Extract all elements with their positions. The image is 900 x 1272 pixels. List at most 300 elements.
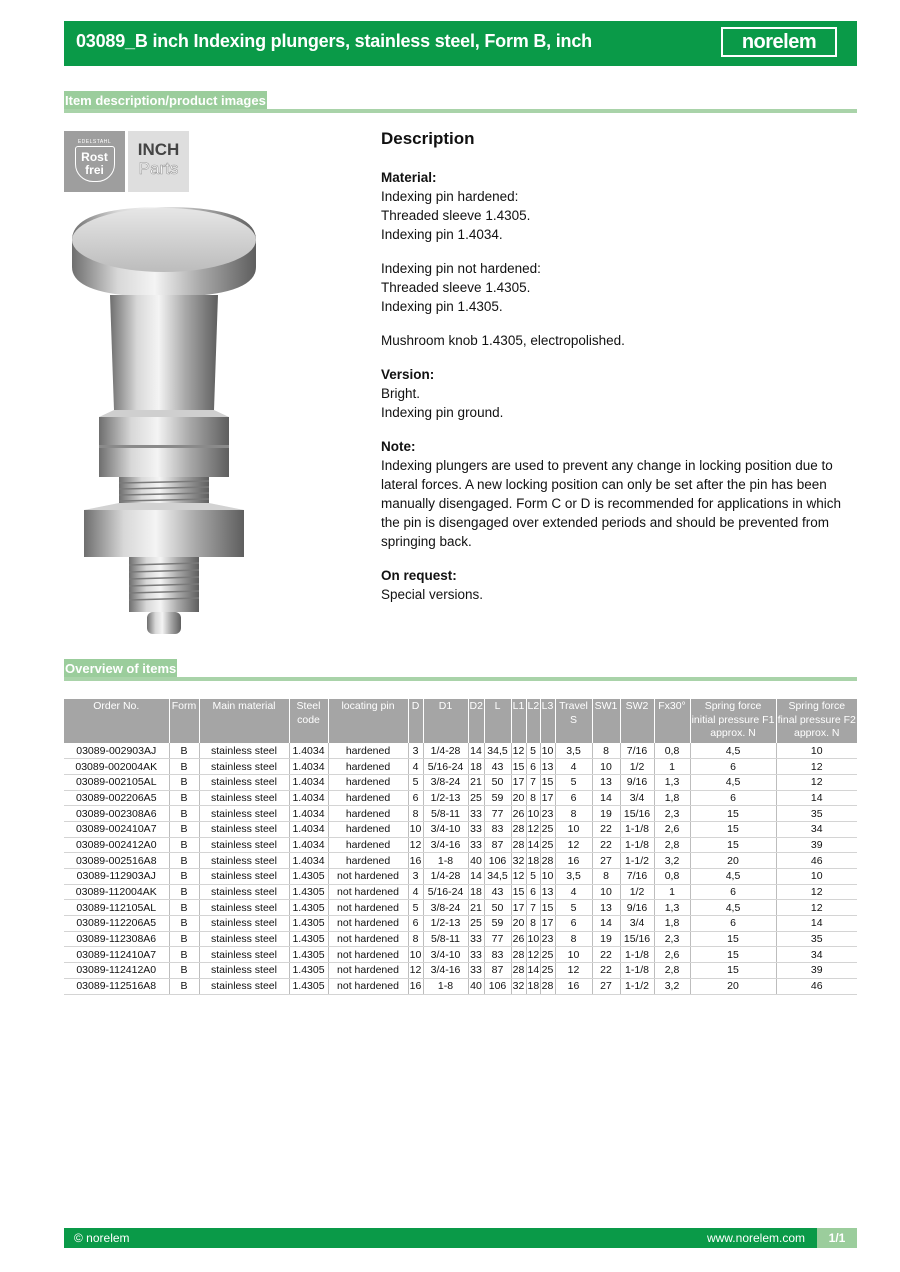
table-cell: 5/8-11 [423, 931, 468, 947]
table-cell: 28 [512, 823, 525, 836]
table-cell: 2,8 [654, 837, 690, 853]
table-cell: 3/4-16 [423, 837, 468, 853]
badge-frei-text: frei [85, 163, 104, 177]
table-cell: 35 [776, 806, 857, 822]
table-cell: 33 [468, 931, 484, 947]
table-cell: 1-8 [423, 978, 468, 994]
table-cell: 6 [408, 916, 423, 932]
table-cell: 5 [408, 774, 423, 790]
table-cell: 17 [512, 901, 525, 914]
table-cell: 3/4-16 [423, 963, 468, 979]
table-cell: 12 [555, 963, 592, 979]
table-cell: 15 [541, 776, 554, 789]
table-cell: B [169, 978, 199, 994]
table-cell: 3,2 [654, 978, 690, 994]
table-cell: 2,3 [654, 806, 690, 822]
table-cell: B [169, 790, 199, 806]
version-block [381, 365, 851, 422]
table-cell: not hardened [328, 978, 408, 994]
table-cell: 18 [527, 854, 540, 867]
table-cell: stainless steel [199, 806, 289, 822]
table-cell: 1.4305 [289, 978, 328, 994]
table-cell: 4,5 [690, 900, 776, 916]
table-cell: hardened [328, 743, 408, 759]
table-cell: 1-1/2 [620, 978, 654, 994]
column-header: Fx30° [654, 699, 690, 743]
table-cell: stainless steel [199, 774, 289, 790]
table-cell: 33 [468, 821, 484, 837]
table-cell: 5 [555, 900, 592, 916]
table-cell: 03089-112410A7 [64, 947, 169, 963]
table-cell: 20 [512, 917, 525, 930]
table-cell: 22 [592, 837, 620, 853]
footer-copyright: © norelem [74, 1231, 130, 1245]
table-cell: stainless steel [199, 900, 289, 916]
table-cell: 1 [654, 884, 690, 900]
table-cell: 12 [527, 823, 540, 836]
table-cell: 03089-112516A8 [64, 978, 169, 994]
request-block [381, 566, 851, 604]
table-cell: 14 [468, 869, 484, 885]
table-cell: 12 [776, 759, 857, 775]
column-header: Order No. [64, 699, 169, 743]
material2-block [381, 259, 851, 316]
table-cell: not hardened [328, 916, 408, 932]
material-line: Indexing pin 1.4034. [381, 227, 503, 242]
table-cell: B [169, 774, 199, 790]
table-cell: 10 [409, 823, 422, 836]
table-cell: stainless steel [199, 743, 289, 759]
table-cell: 3/4 [620, 916, 654, 932]
table-cell: 10 [540, 743, 555, 759]
items-table-header [64, 699, 857, 743]
table-cell: 3/8-24 [423, 774, 468, 790]
section-label: Overview of items [64, 659, 177, 679]
table-cell: 8 [526, 916, 540, 932]
table-cell: 1/2 [620, 759, 654, 775]
table-cell: 12 [409, 964, 422, 977]
table-cell: 34,5 [484, 743, 511, 759]
column-header: locating pin [328, 699, 408, 743]
table-cell: 18 [468, 884, 484, 900]
table-cell: stainless steel [199, 978, 289, 994]
table-cell: 25 [468, 916, 484, 932]
table-cell: 26 [512, 807, 525, 820]
table-row [64, 759, 857, 775]
table-cell: 03089-002412A0 [64, 837, 169, 853]
table-cell: 5 [408, 900, 423, 916]
section-rule [64, 109, 857, 113]
version-line: Indexing pin ground. [381, 405, 504, 420]
table-cell: 20 [690, 853, 776, 869]
table-cell: 106 [484, 978, 511, 994]
badge-parts-text: Parts [138, 159, 179, 178]
table-cell: 14 [776, 916, 857, 932]
knob-text: Mushroom knob 1.4305, electropolished. [381, 333, 625, 348]
table-cell: stainless steel [199, 853, 289, 869]
table-cell: not hardened [328, 947, 408, 963]
table-cell: 3/4-10 [423, 821, 468, 837]
table-cell: 27 [592, 978, 620, 994]
table-cell: 28 [512, 964, 525, 977]
table-row [64, 806, 857, 822]
column-header: D1 [423, 699, 468, 743]
table-cell: 1 [654, 759, 690, 775]
note-heading: Note: [381, 439, 416, 454]
table-cell: B [169, 963, 199, 979]
table-cell: stainless steel [199, 869, 289, 885]
table-cell: 8 [408, 806, 423, 822]
table-cell: 3/8-24 [423, 900, 468, 916]
table-cell: 43 [484, 884, 511, 900]
table-cell: stainless steel [199, 837, 289, 853]
table-cell: 26 [512, 933, 525, 946]
page-header [64, 21, 857, 66]
table-cell: 15 [690, 837, 776, 853]
table-cell: 10 [555, 947, 592, 963]
table-cell: 10 [409, 948, 422, 961]
section-label: Item description/product images [64, 91, 267, 111]
table-cell: 12 [527, 948, 540, 961]
table-cell: 1,3 [654, 774, 690, 790]
badge-small-text: EDELSTAHL [77, 139, 112, 145]
table-cell: 1/4-28 [423, 869, 468, 885]
table-cell: 28 [541, 980, 554, 993]
table-cell: 46 [776, 978, 857, 994]
table-cell: 16 [409, 854, 422, 867]
table-cell: 33 [468, 947, 484, 963]
table-cell: 87 [484, 963, 511, 979]
table-cell: 03089-002004AK [64, 759, 169, 775]
table-cell: 3 [408, 743, 423, 759]
column-header: Spring force final pressure F2 approx. N [776, 699, 857, 743]
table-cell: 25 [541, 964, 554, 977]
page-footer [64, 1228, 857, 1248]
table-cell: 12 [555, 837, 592, 853]
version-line: Bright. [381, 386, 421, 401]
table-cell: 20 [690, 978, 776, 994]
table-cell: 15 [690, 963, 776, 979]
description-block [381, 128, 851, 619]
inch-parts-badge [128, 131, 189, 192]
table-cell: 4 [408, 884, 423, 900]
table-cell: 10 [527, 807, 540, 820]
table-cell: 28 [512, 838, 525, 851]
table-cell: 25 [541, 838, 554, 851]
table-cell: 1.4305 [289, 869, 328, 885]
table-cell: 13 [592, 900, 620, 916]
table-cell: 14 [592, 790, 620, 806]
table-cell: B [169, 853, 199, 869]
page-number: 1/1 [817, 1228, 857, 1248]
table-cell: 6 [555, 790, 592, 806]
table-cell: B [169, 821, 199, 837]
table-cell: 15/16 [620, 806, 654, 822]
material-line: Indexing pin 1.4305. [381, 299, 503, 314]
table-cell: B [169, 759, 199, 775]
table-cell: 32 [512, 854, 525, 867]
table-cell: 16 [555, 978, 592, 994]
table-cell: 1.4305 [289, 900, 328, 916]
table-cell: 4 [555, 759, 592, 775]
table-cell: 15/16 [620, 931, 654, 947]
table-cell: 9/16 [620, 774, 654, 790]
table-cell: 15 [690, 931, 776, 947]
table-cell: 39 [776, 837, 857, 853]
footer-url[interactable]: www.norelem.com [706, 1231, 805, 1245]
table-cell: 33 [468, 806, 484, 822]
material-line: Indexing pin hardened: [381, 189, 519, 204]
table-cell: not hardened [328, 963, 408, 979]
table-cell: 35 [776, 931, 857, 947]
table-cell: not hardened [328, 869, 408, 885]
table-cell: 2,8 [654, 963, 690, 979]
table-cell: 16 [409, 980, 422, 993]
table-cell: 25 [541, 823, 554, 836]
norelem-logo[interactable]: norelem [721, 27, 837, 57]
table-cell: 15 [512, 886, 525, 899]
table-cell: 1.4305 [289, 947, 328, 963]
badge-inch-text: INCH [137, 140, 180, 159]
table-cell: 7 [526, 774, 540, 790]
table-cell: 8 [555, 806, 592, 822]
table-cell: 83 [484, 821, 511, 837]
table-cell: 28 [541, 854, 554, 867]
table-cell: 22 [592, 821, 620, 837]
table-cell: 2,6 [654, 821, 690, 837]
table-cell: 1.4034 [289, 806, 328, 822]
table-cell: 33 [468, 963, 484, 979]
column-header: L3 [540, 699, 555, 743]
note-block [381, 437, 851, 551]
table-cell: hardened [328, 837, 408, 853]
table-cell: 10 [592, 759, 620, 775]
column-header: D2 [468, 699, 484, 743]
table-cell: 83 [484, 947, 511, 963]
table-cell: B [169, 806, 199, 822]
table-cell: 6 [690, 790, 776, 806]
table-cell: 03089-002308A6 [64, 806, 169, 822]
section-bar-description [64, 91, 857, 113]
page-title: 03089_B inch Indexing plungers, stainless steel, Form B, inch [76, 31, 592, 51]
table-cell: 12 [776, 774, 857, 790]
table-cell: 1,8 [654, 790, 690, 806]
table-cell: 46 [776, 853, 857, 869]
table-cell: 8 [592, 743, 620, 759]
table-cell: 03089-002516A8 [64, 853, 169, 869]
table-cell: 19 [592, 806, 620, 822]
table-cell: 1-1/8 [620, 947, 654, 963]
table-cell: 12 [776, 884, 857, 900]
items-table-body [64, 743, 857, 994]
material-heading: Material: [381, 170, 437, 185]
column-header: Steel code [289, 699, 328, 743]
table-cell: stainless steel [199, 790, 289, 806]
table-cell: hardened [328, 790, 408, 806]
table-cell: 1-1/8 [620, 821, 654, 837]
material-block [381, 168, 851, 244]
table-row [64, 774, 857, 790]
table-cell: 59 [484, 790, 511, 806]
table-cell: 1-1/8 [620, 963, 654, 979]
table-cell: 7/16 [620, 869, 654, 885]
table-cell: 3/4 [620, 790, 654, 806]
table-cell: 12 [511, 743, 526, 759]
table-cell: 1/2-13 [423, 916, 468, 932]
table-cell: 14 [527, 838, 540, 851]
table-cell: 14 [468, 743, 484, 759]
table-cell: 1.4305 [289, 916, 328, 932]
table-cell: not hardened [328, 884, 408, 900]
column-header: L2 [526, 699, 540, 743]
table-cell: 6 [408, 790, 423, 806]
table-cell: hardened [328, 821, 408, 837]
table-cell: 10 [527, 933, 540, 946]
table-cell: 43 [484, 759, 511, 775]
table-cell: 77 [484, 806, 511, 822]
column-header: Spring force initial pressure F1 approx. N [690, 699, 776, 743]
table-cell: 23 [541, 807, 554, 820]
table-cell: 1.4034 [289, 821, 328, 837]
table-row [64, 916, 857, 932]
table-cell: stainless steel [199, 947, 289, 963]
table-cell: B [169, 947, 199, 963]
table-row [64, 884, 857, 900]
table-cell: 6 [526, 759, 540, 775]
table-cell: 17 [512, 776, 525, 789]
table-cell: 3,5 [555, 869, 592, 885]
table-cell: 18 [527, 980, 540, 993]
table-cell: hardened [328, 759, 408, 775]
table-cell: 03089-112004AK [64, 884, 169, 900]
table-cell: 50 [484, 774, 511, 790]
table-cell: 87 [484, 837, 511, 853]
column-header: D [408, 699, 423, 743]
table-cell: 4,5 [690, 743, 776, 759]
table-cell: stainless steel [199, 759, 289, 775]
table-cell: 20 [512, 791, 525, 804]
table-cell: 17 [541, 917, 554, 930]
table-cell: 3,2 [654, 853, 690, 869]
table-cell: 59 [484, 916, 511, 932]
badge-rost-text: Rost [81, 150, 108, 164]
table-cell: 5 [555, 774, 592, 790]
table-row [64, 790, 857, 806]
table-cell: hardened [328, 853, 408, 869]
table-cell: 03089-002105AL [64, 774, 169, 790]
table-row [64, 853, 857, 869]
table-cell: 1.4034 [289, 759, 328, 775]
table-cell: hardened [328, 806, 408, 822]
request-heading: On request: [381, 568, 457, 583]
table-cell: 1.4034 [289, 837, 328, 853]
table-cell: 6 [690, 759, 776, 775]
table-cell: 5/16-24 [423, 759, 468, 775]
table-cell: 33 [468, 837, 484, 853]
table-cell: 10 [555, 821, 592, 837]
table-cell: 6 [526, 884, 540, 900]
table-cell: 18 [468, 759, 484, 775]
table-cell: 12 [409, 838, 422, 851]
table-cell: 0,8 [654, 869, 690, 885]
table-cell: 4,5 [690, 774, 776, 790]
section-rule [64, 677, 857, 681]
rostfrei-badge [64, 131, 125, 192]
table-cell: 34 [776, 947, 857, 963]
table-cell: 34 [776, 821, 857, 837]
table-cell: 15 [541, 901, 554, 914]
table-cell: 5/16-24 [423, 884, 468, 900]
column-header: Form [169, 699, 199, 743]
column-header: SW1 [592, 699, 620, 743]
table-cell: 03089-112206A5 [64, 916, 169, 932]
table-cell: 1/2 [620, 884, 654, 900]
material-line: Indexing pin not hardened: [381, 261, 541, 276]
table-cell: not hardened [328, 900, 408, 916]
table-cell: 7 [526, 900, 540, 916]
table-cell: 15 [690, 947, 776, 963]
table-cell: 2,6 [654, 947, 690, 963]
table-cell: 3 [408, 869, 423, 885]
table-cell: 03089-002903AJ [64, 743, 169, 759]
table-cell: 106 [484, 853, 511, 869]
table-cell: 1.4034 [289, 743, 328, 759]
table-cell: 77 [484, 931, 511, 947]
table-cell: 5/8-11 [423, 806, 468, 822]
table-cell: 03089-112412A0 [64, 963, 169, 979]
table-cell: B [169, 900, 199, 916]
table-cell: 40 [468, 978, 484, 994]
table-cell: 5 [526, 869, 540, 885]
table-cell: 1-1/2 [620, 853, 654, 869]
table-cell: 1.4305 [289, 963, 328, 979]
table-cell: 15 [690, 806, 776, 822]
table-cell: 6 [690, 916, 776, 932]
table-row [64, 869, 857, 885]
table-cell: 1,8 [654, 916, 690, 932]
table-cell: B [169, 743, 199, 759]
table-row [64, 963, 857, 979]
table-cell: 17 [541, 791, 554, 804]
table-row [64, 931, 857, 947]
table-cell: 1-8 [423, 853, 468, 869]
table-cell: 15 [690, 821, 776, 837]
table-cell: B [169, 837, 199, 853]
table-cell: 22 [592, 963, 620, 979]
table-cell: 34,5 [484, 869, 511, 885]
table-cell: 32 [512, 980, 525, 993]
table-cell: 03089-112903AJ [64, 869, 169, 885]
table-cell: stainless steel [199, 884, 289, 900]
items-table [64, 699, 857, 995]
table-cell: 7/16 [620, 743, 654, 759]
shield-icon [75, 146, 115, 182]
table-cell: 28 [512, 948, 525, 961]
table-cell: 1,3 [654, 900, 690, 916]
table-cell: stainless steel [199, 916, 289, 932]
indexing-plunger-image [64, 205, 264, 640]
table-cell: 1/4-28 [423, 743, 468, 759]
table-cell: 8 [526, 790, 540, 806]
table-cell: hardened [328, 774, 408, 790]
description-title: Description [381, 129, 475, 148]
table-cell: 27 [592, 853, 620, 869]
table-cell: 13 [592, 774, 620, 790]
table-cell: 9/16 [620, 900, 654, 916]
table-cell: 8 [555, 931, 592, 947]
table-cell: 13 [541, 760, 554, 773]
table-cell: 14 [592, 916, 620, 932]
